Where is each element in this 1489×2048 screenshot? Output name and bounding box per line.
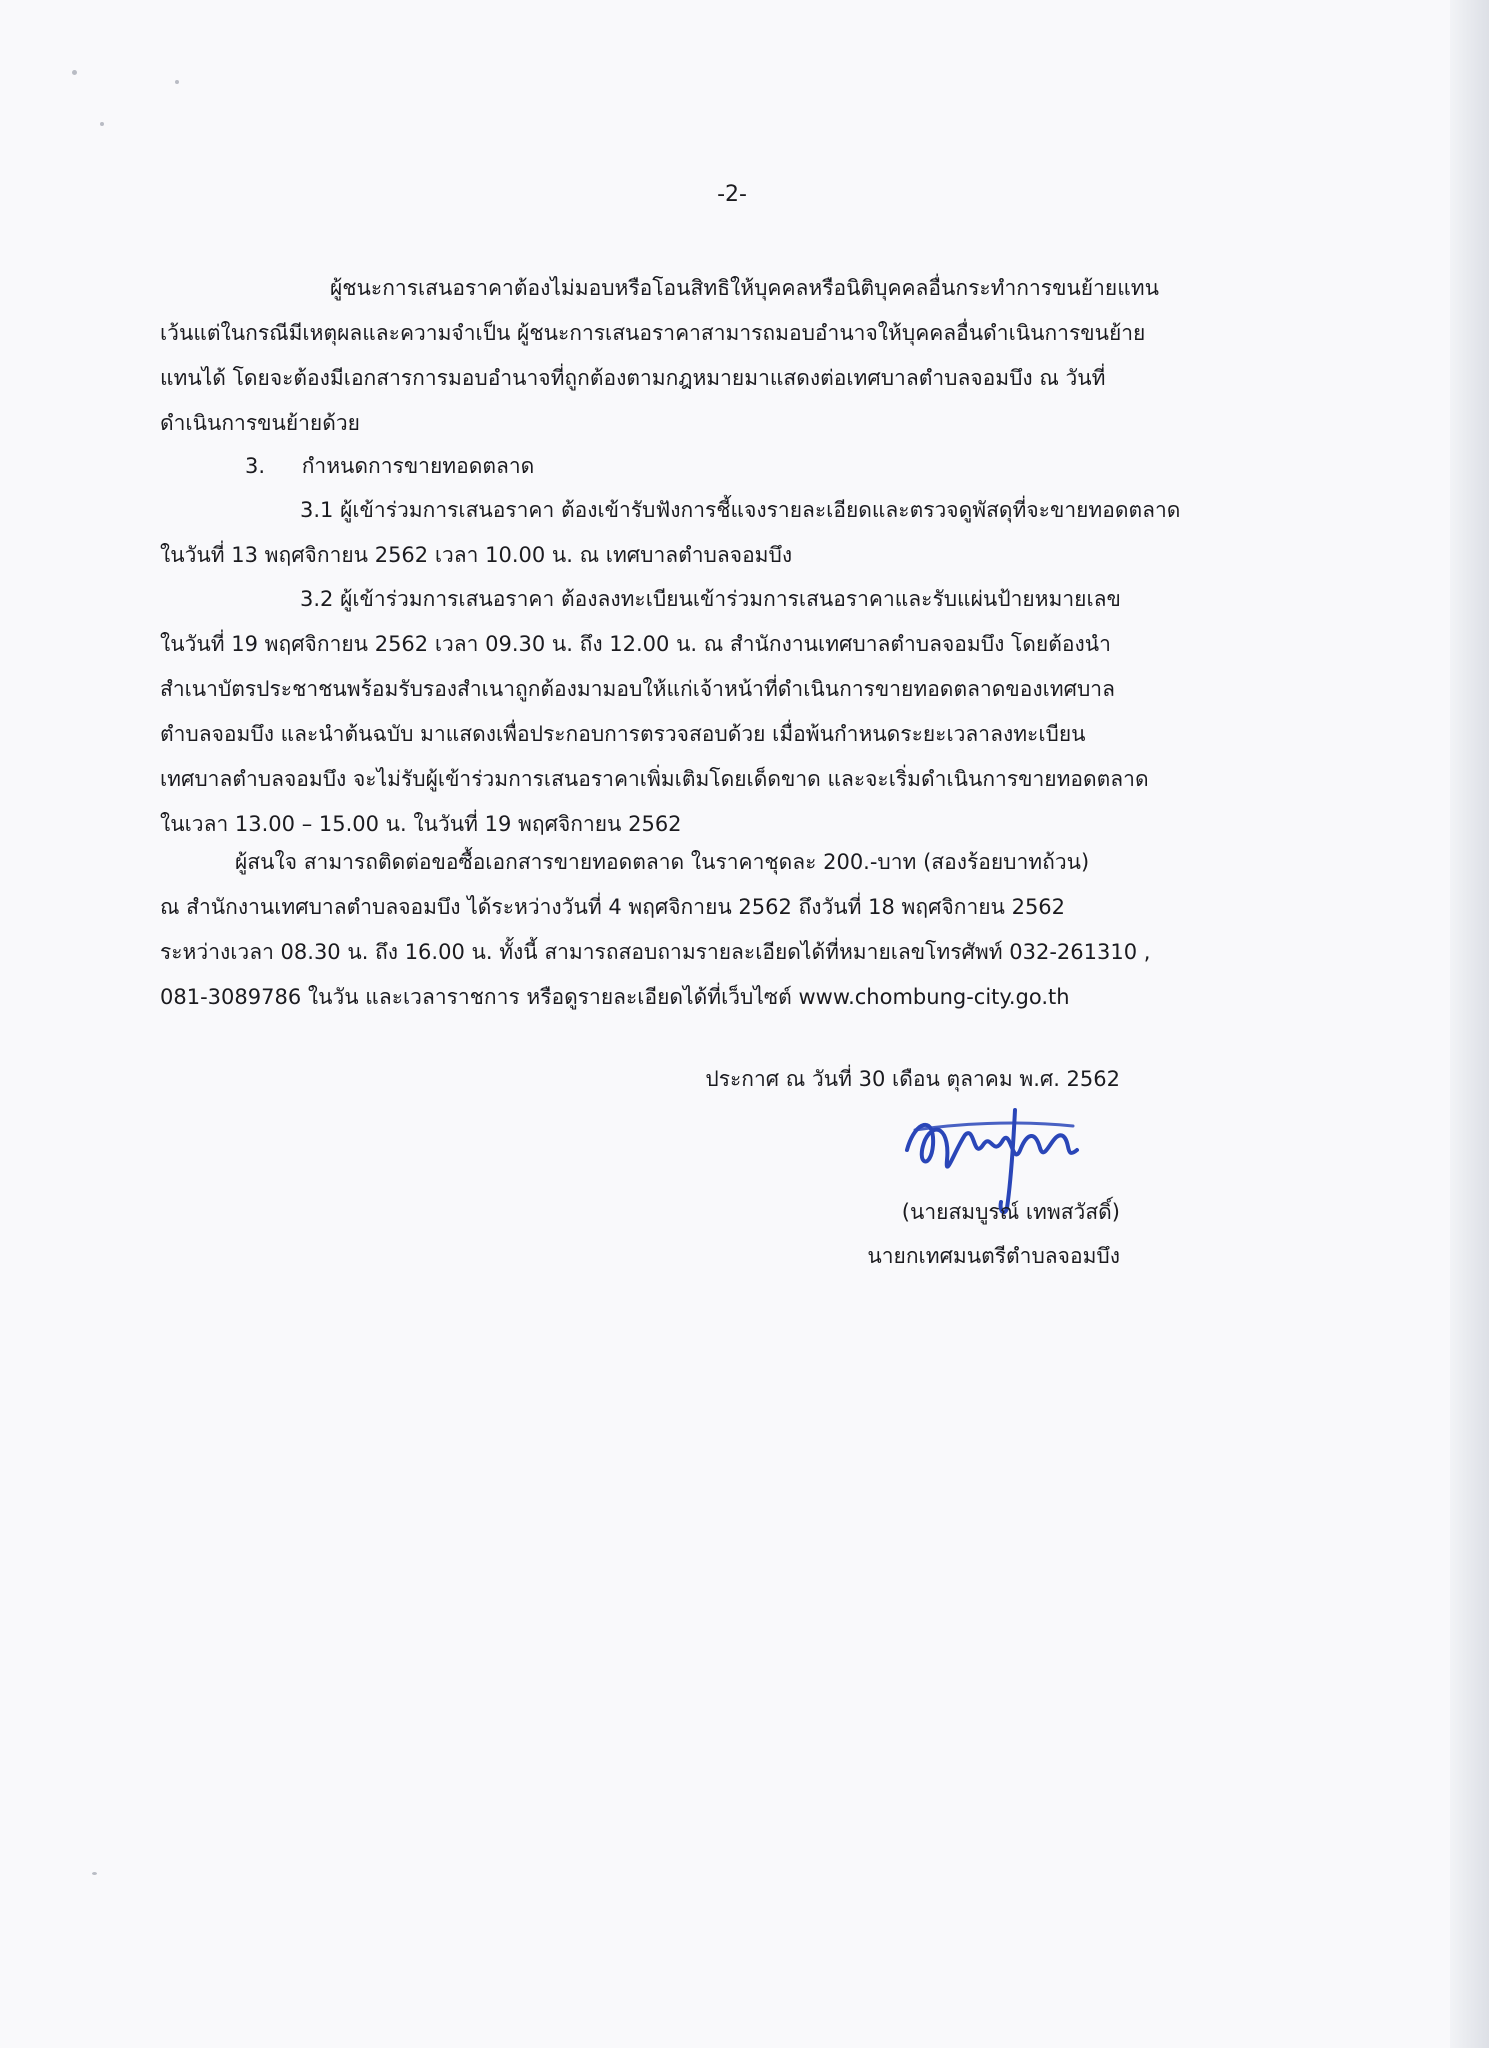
paragraph-line: 3.2 ผู้เข้าร่วมการเสนอราคา ต้องลงทะเบียนเข้าร่วมการเสนอราคาและรับแผ่นป้ายหมายเลข	[300, 587, 1121, 611]
paragraph-line: 3.1 ผู้เข้าร่วมการเสนอราคา ต้องเข้ารับฟังการชี้แจงรายละเอียดและตรวจดูพัสดุที่จะขายทอดตลาด	[300, 498, 1181, 522]
paragraph-transfer-rights	[160, 266, 1300, 446]
paragraph-line: ผู้สนใจ สามารถติดต่อขอซื้อเอกสารขายทอดตลาด ในราคาชุดละ 200.-บาท (สองร้อยบาทถ้วน)	[235, 850, 1090, 874]
scan-speck	[92, 1872, 97, 1875]
paragraph-line: ในวันที่ 13 พฤศจิกายน 2562 เวลา 10.00 น. ณ เทศบาลตำบลจอมบึง	[160, 543, 793, 567]
section-number: 3.	[245, 454, 266, 478]
paragraph-contact	[160, 840, 1300, 1020]
paragraph-line: ดำเนินการขนย้ายด้วย	[160, 411, 360, 435]
item-3-1	[160, 488, 1300, 578]
section-title: กำหนดการขายทอดตลาด	[301, 454, 535, 478]
scan-speck	[175, 80, 179, 84]
paragraph-line: ในวันที่ 19 พฤศจิกายน 2562 เวลา 09.30 น. ถึง 12.00 น. ณ สำนักงานเทศบาลตำบลจอมบึง โดยต้องนำ	[160, 632, 1111, 656]
paragraph-line: ผู้ชนะการเสนอราคาต้องไม่มอบหรือโอนสิทธิให้บุคคลหรือนิติบุคคลอื่นกระทำการขนย้ายแทน	[330, 276, 1159, 300]
paragraph-line: ตำบลจอมบึง และนำต้นฉบับ มาแสดงเพื่อประกอบการตรวจสอบด้วย เมื่อพ้นกำหนดระยะเวลาลงทะเบียน	[160, 722, 1086, 746]
page-number: -2-	[717, 182, 747, 207]
paragraph-line: ณ สำนักงานเทศบาลตำบลจอมบึง ได้ระหว่างวันที่ 4 พฤศจิกายน 2562 ถึงวันที่ 18 พฤศจิกายน 2562	[160, 895, 1066, 919]
scan-speck	[72, 70, 77, 75]
paragraph-line: ระหว่างเวลา 08.30 น. ถึง 16.00 น. ทั้งนี้ สามารถสอบถามรายละเอียดได้ที่หมายเลขโทรศัพท์ 032-261310 ,	[160, 940, 1151, 964]
scan-speck	[100, 122, 104, 126]
announcement-date: ประกาศ ณ วันที่ 30 เดือน ตุลาคม พ.ศ. 2562	[705, 1067, 1120, 1091]
scan-border	[1450, 0, 1489, 2048]
paragraph-line: ในเวลา 13.00 – 15.00 น. ในวันที่ 19 พฤศจิกายน 2562	[160, 812, 682, 836]
paragraph-line: เว้นแต่ในกรณีมีเหตุผลและความจำเป็น ผู้ชนะการเสนอราคาสามารถมอบอำนาจให้บุคคลอื่นดำเนินการขนย้าย	[160, 321, 1146, 345]
paragraph-line: เทศบาลตำบลจอมบึง จะไม่รับผู้เข้าร่วมการเสนอราคาเพิ่มเติมโดยเด็ดขาด และจะเริ่มดำเนินการขายทอดตลาด	[160, 767, 1149, 791]
signatory-title: นายกเทศมนตรีตำบลจอมบึง	[867, 1244, 1120, 1268]
section-heading	[245, 444, 534, 489]
paragraph-line: สำเนาบัตรประชาชนพร้อมรับรองสำเนาถูกต้องมามอบให้แก่เจ้าหน้าที่ดำเนินการขายทอดตลาดของเทศบาล	[160, 677, 1115, 701]
paragraph-line: 081-3089786 ในวัน และเวลาราชการ หรือดูรายละเอียดได้ที่เว็บไซต์ www.chombung-city.go.th	[160, 985, 1070, 1009]
paragraph-line: แทนได้ โดยจะต้องมีเอกสารการมอบอำนาจที่ถูกต้องตามกฎหมายมาแสดงต่อเทศบาลตำบลจอมบึง ณ วันที่	[160, 366, 1106, 390]
item-3-2	[160, 577, 1300, 847]
signatory-name: (นายสมบูรณ์ เทพสวัสดิ์)	[901, 1200, 1120, 1224]
